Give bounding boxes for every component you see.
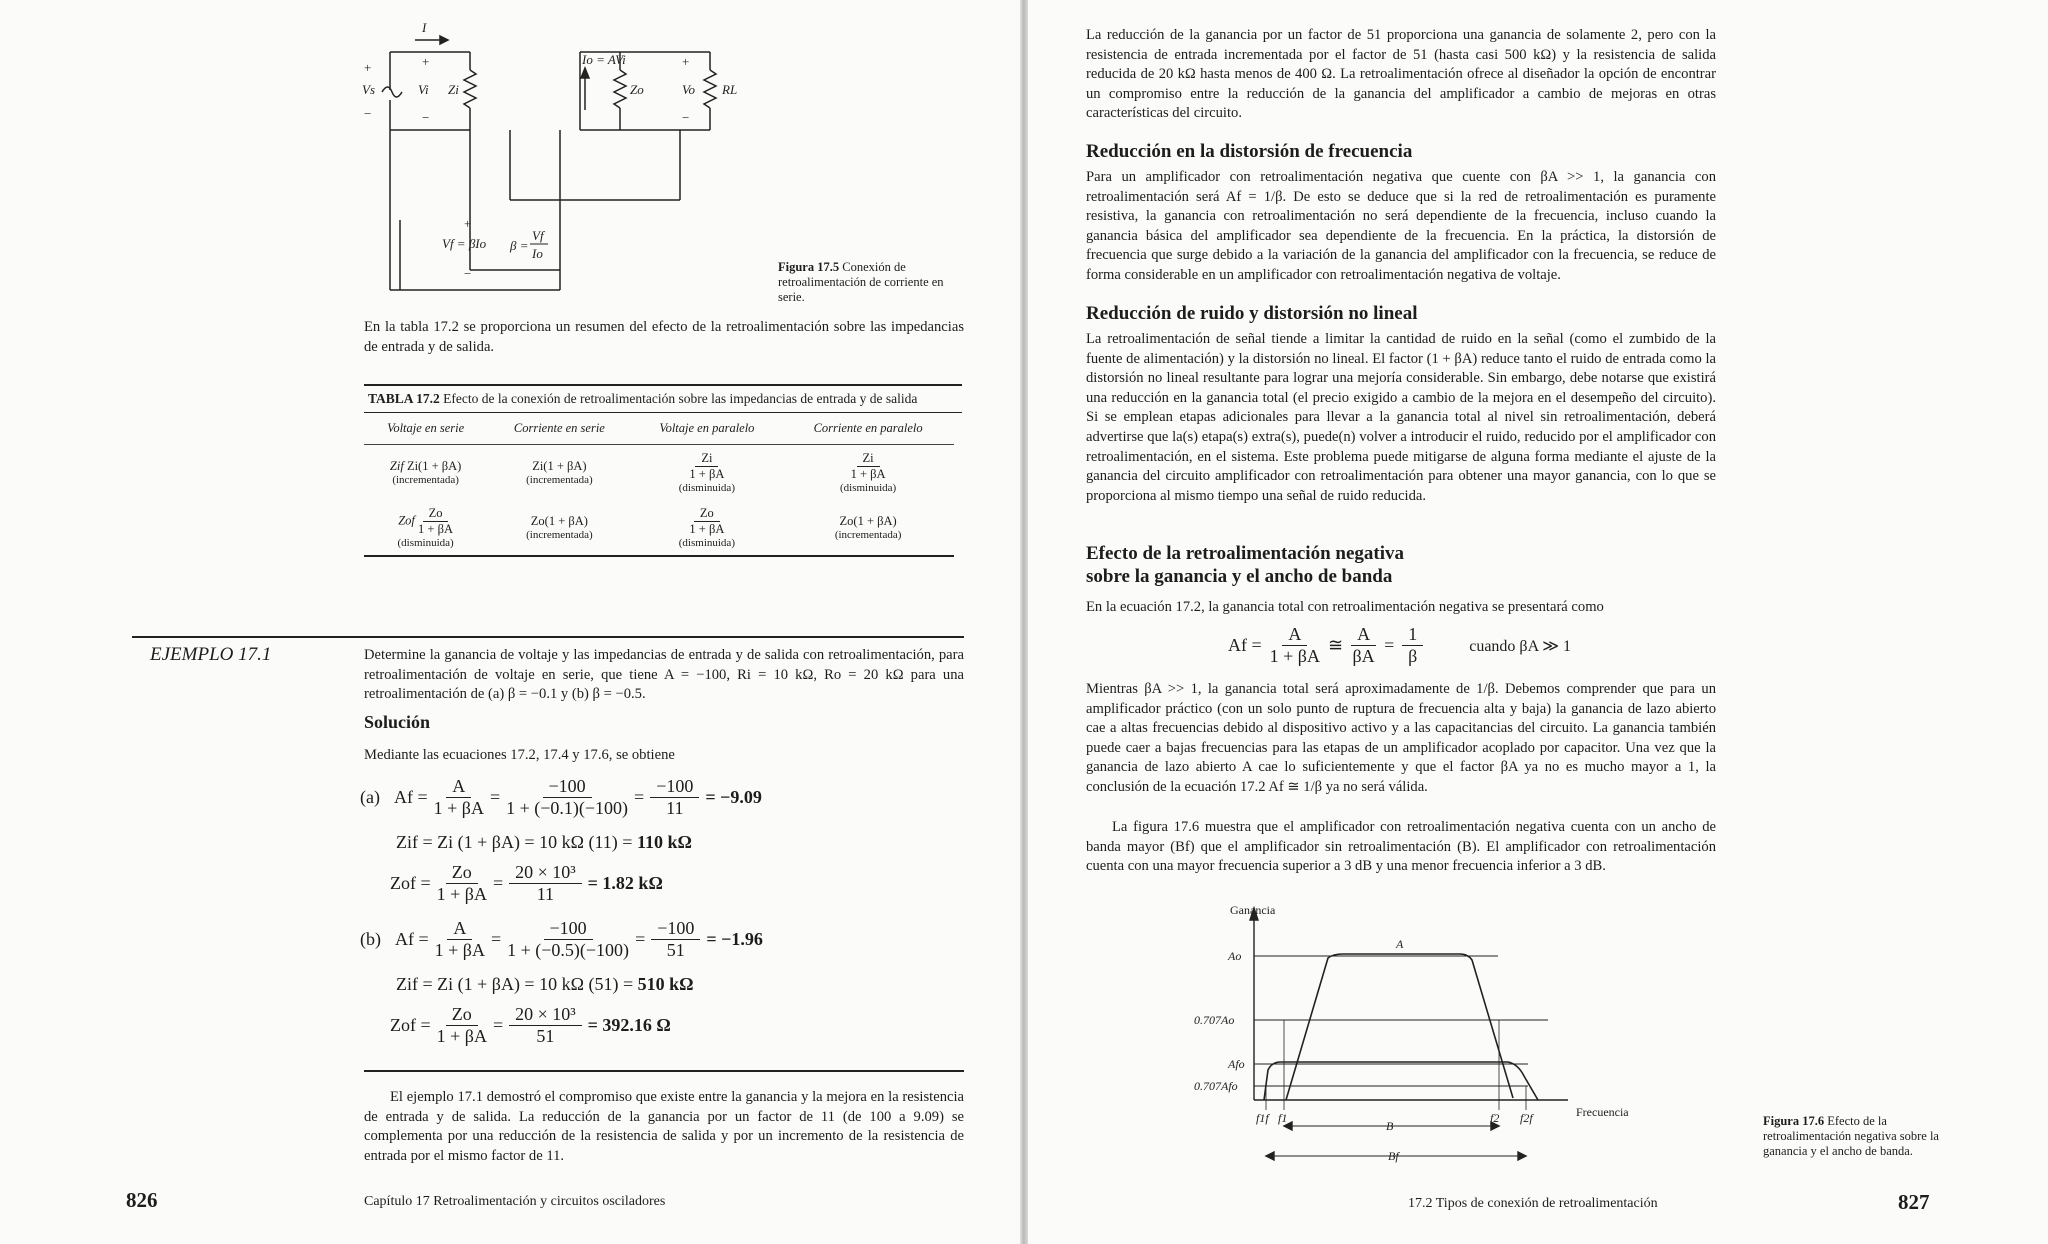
table-cell [632, 500, 783, 556]
equals-sign: = [492, 1015, 504, 1035]
numerator: Zi [857, 451, 880, 467]
numerator: 1 [1402, 624, 1423, 646]
result: 110 kΩ [636, 832, 692, 852]
figure-label: Figura 17.5 [778, 260, 840, 274]
example-statement: Determine la ganancia de voltaje y las impedancias de entrada y de salida con retroalimentación, para retroalimentación de voltaje en serie, que tiene A = −100, Ri = 10 kΩ, Ro = 20 kΩ para una retroalimentación de (a) β = −0.1 y (b) β = −0.5. [364, 647, 964, 703]
y-tick-label: 0.707Afo [1194, 1079, 1238, 1093]
cell-value: Zi(1 + βA) [532, 459, 587, 473]
bandwidth-label: B [1386, 1119, 1394, 1133]
numerator: −100 [651, 918, 700, 940]
column-header: Voltaje en paralelo [632, 413, 783, 445]
table-cell [487, 445, 631, 501]
cell-note: (incrementada) [392, 474, 459, 486]
io-label: Io = AVi [582, 52, 626, 67]
equals-sign: = [1384, 635, 1395, 655]
solution-intro: Mediante las ecuaciones 17.2, 17.4 y 17.6, se obtiene [364, 747, 675, 763]
fraction [1351, 624, 1376, 667]
fraction [506, 776, 628, 819]
section-paragraph: La retroalimentación de señal tiende a limitar la cantidad de ruido en la señal (como el zumbido de la fuente de alimentación) y la distorsión no lineal. El factor (1 + βA) reduce tanto el ruido de entrada como la distorsión no lineal resultante para lograr una mejoría considerable. Sin embargo, debe notarse que existirá una reducción en la ganancia total (el precio exigido a cambio de la mejora en el desempeño del circuito). Si se emplean etapas adicionales para llevar a la ganancia total al nivel sin retroalimentación, deberá advertirse que la(s) etapa(s) extra(s), puede(n) volver a introducir el ruido, reducido por el amplificador con retroalimentación, en el sistema. Este problema puede mitigarse de alguna forma mediante el ajuste de la ganancia del circuito amplificador con retroalimentación para obtener una mayor ganancia, con lo que se proporciona al mismo tiempo una señal de ruido reducida. [1086, 331, 1716, 504]
result: = 1.82 kΩ [587, 873, 663, 893]
gain-equation [1228, 624, 1571, 667]
table-label: TABLA 17.2 [368, 391, 440, 406]
column-header: Voltaje en serie [364, 413, 487, 445]
x-tick-label: f2 [1490, 1111, 1500, 1125]
beta-equation: β = [510, 238, 529, 253]
book-gutter [1020, 0, 1028, 1244]
y-axis-label: Ganancia [1230, 903, 1276, 917]
plus-sign: + [464, 216, 472, 231]
eq-text: Zif = Zi (1 + βA) = 10 kΩ (11) = [396, 832, 637, 852]
example-bottom-rule [364, 1070, 964, 1072]
fraction [509, 1004, 582, 1047]
cell-note: (disminuida) [678, 537, 735, 549]
result: 510 kΩ [637, 974, 694, 994]
cell-note: (incrementada) [526, 474, 593, 486]
eq-lhs: Af = [1228, 635, 1262, 655]
equation-zif-a [396, 832, 692, 853]
table-cell [364, 445, 487, 501]
part-label: (a) [360, 787, 380, 807]
table-cell [487, 500, 631, 556]
heading-line: sobre la ganancia y el ancho de banda [1086, 566, 1393, 587]
fraction [437, 862, 487, 905]
part-label: (b) [360, 929, 381, 949]
numerator: Zo [694, 506, 720, 522]
cell-note: (disminuida) [397, 537, 454, 549]
impedance-table [364, 413, 954, 557]
minus-sign: − [364, 106, 372, 121]
cell-note: (disminuida) [678, 482, 735, 494]
numerator: A [1282, 624, 1307, 646]
zi-label: Zi [448, 82, 459, 97]
row-prefix: Zof [398, 513, 415, 528]
fraction [509, 862, 582, 905]
minus-sign: − [422, 110, 430, 125]
equation-zif-b [396, 974, 694, 995]
right-page [1028, 0, 2048, 1244]
result: = −1.96 [706, 929, 763, 949]
cell-value: Zo(1 + βA) [839, 514, 897, 528]
numerator: Zo [423, 506, 449, 522]
circuit-diagram-17-5 [360, 20, 780, 310]
equals-sign: = [492, 873, 504, 893]
x-tick-label: f1 [1278, 1111, 1288, 1125]
denominator: 1 + βA [850, 467, 886, 481]
denominator: 1 + βA [689, 522, 725, 536]
cell-note: (incrementada) [526, 529, 593, 541]
table-cell [632, 445, 783, 501]
numerator: −100 [544, 918, 593, 940]
fraction [507, 918, 629, 961]
fraction [418, 506, 453, 537]
figure-17-5-caption [778, 260, 958, 305]
fraction [434, 776, 484, 819]
minus-sign: − [464, 266, 472, 281]
eq-lhs: Zof = [390, 1015, 431, 1035]
denominator: 51 [536, 1026, 555, 1046]
rl-label: RL [722, 82, 738, 97]
column-header: Corriente en paralelo [782, 413, 954, 445]
fraction [435, 918, 485, 961]
paragraph: Mientras βA >> 1, la ganancia total será aproximadamente de 1/β. Debemos comprender que para un amplificador práctico (con un solo punto de ruptura de frecuencia alta y baja) la ganancia de lazo abierto cae a altas frecuencias debido al dispositivo activo y a las capacitancias del circuito. La ganancia también puede caer a bajas frecuencias para las etapas de un amplificador acoplado por capacitor. Una vez que la ganancia de lazo abierto A cae lo suficientemente y que el factor βA ya no es mucho mayor a 1, la conclusión de la ecuación 17.2 Af ≅ 1/β ya no será válida. [1086, 681, 1716, 795]
left-page [0, 0, 1020, 1244]
current-label: I [422, 20, 427, 35]
equation-af-a [360, 776, 762, 819]
vo-label: Vo [682, 82, 695, 97]
cell-value: Zo(1 + βA) [530, 514, 588, 528]
section-paragraph: Para un amplificador con retroalimentación negativa que cuente con βA >> 1, la ganancia con retroalimentación será Af = 1/β. De esto se deduce que si la red de retroalimentación es puramente resistiva, la ganancia con retroalimentación no será dependiente de la frecuencia, incluso cuando la ganancia básica del amplificador sea dependiente de la frecuencia. En la práctica, la distorsión de frecuencia que surge debido a la variación de la ganancia del amplificador con la frecuencia, se reduce de forma considerable en un amplificador con retroalimentación negativa de voltaje. [1086, 169, 1716, 283]
eq-text: Zif = Zi (1 + βA) = 10 kΩ (51) = [396, 974, 638, 994]
column-header: Corriente en serie [487, 413, 631, 445]
zo-label: Zo [630, 82, 644, 97]
fraction [689, 451, 724, 482]
table-cell [782, 500, 954, 556]
table-title-text: Efecto de la conexión de retroalimentación sobre las impedancias de entrada y de salida [443, 391, 918, 406]
bandwidth-feedback-label: Bf [1388, 1149, 1399, 1163]
section-heading: Reducción en la distorsión de frecuencia [1086, 141, 1413, 162]
page-number: 827 [1898, 1190, 1930, 1214]
equation-zof-b [390, 1004, 671, 1047]
example-title: EJEMPLO 17.1 [150, 644, 272, 665]
denominator: βA [1352, 646, 1375, 666]
section-heading: Reducción de ruido y distorsión no lineal [1086, 303, 1418, 324]
result: = −9.09 [705, 787, 762, 807]
plus-sign: + [682, 54, 690, 69]
denominator: 11 [666, 798, 684, 818]
equals-sign: = [490, 929, 502, 949]
numerator: −100 [650, 776, 699, 798]
numerator: −100 [543, 776, 592, 798]
figure-label: Figura 17.6 [1763, 1114, 1825, 1128]
row-prefix: Zif [389, 459, 404, 473]
fraction [651, 918, 700, 961]
beta-denominator: Io [532, 246, 543, 261]
intro-paragraph: En la tabla 17.2 se proporciona un resumen del efecto de la retroalimentación sobre las impedancias de entrada y de salida. [364, 319, 964, 355]
equals-sign: = [489, 787, 501, 807]
numerator: A [447, 918, 472, 940]
table-title [364, 384, 962, 413]
table-cell [782, 445, 954, 501]
example-top-rule [132, 636, 964, 638]
equation-condition: cuando βA ≫ 1 [1469, 637, 1571, 655]
vs-label: Vs [362, 82, 375, 97]
numerator: Zi [695, 451, 718, 467]
fraction [1402, 624, 1423, 667]
vi-label: Vi [418, 82, 429, 97]
bandwidth-chart-17-6 [1168, 900, 1728, 1180]
equals-sign: = [635, 929, 646, 949]
denominator: 1 + (−0.1)(−100) [506, 798, 629, 818]
y-tick-label: Ao [1228, 949, 1242, 963]
closing-paragraph: El ejemplo 17.1 demostró el compromiso que existe entre la ganancia y la mejora en la resistencia de entrada y de salida. La reducción de la ganancia por un factor de 11 (de 100 a 9.09) se complementa por una reducción de la resistencia de salida y por un incremento de la resistencia de entrada por el mismo factor de 11. [364, 1089, 964, 1164]
section-heading [1086, 542, 1404, 588]
denominator: β [1408, 646, 1418, 666]
eq-lhs: Af = [393, 787, 428, 807]
eq-lhs: Af = [395, 929, 429, 949]
denominator: 1 + βA [434, 940, 485, 960]
cell-note: (disminuida) [839, 482, 897, 494]
top-paragraph: La reducción de la ganancia por un factor de 51 proporciona una ganancia de solamente 2, pero con la resistencia de entrada incrementada por el factor de 51 (hasta casi 500 kΩ) y la resistencia de salida reducida de 20 kΩ hasta menos de 400 Ω. La retroalimentación ofrece al diseñador la opción de encontrar un compromiso entre la reducción de la ganancia del amplificador a cambio de mejoras en otras características del circuito. [1086, 27, 1716, 122]
equals-sign: = [634, 787, 645, 807]
section-intro: En la ecuación 17.2, la ganancia total con retroalimentación negativa se presentará como [1086, 599, 1604, 615]
numerator: Zo [446, 1004, 478, 1026]
running-footer: Capítulo 17 Retroalimentación y circuitos osciladores [364, 1194, 666, 1209]
numerator: A [446, 776, 471, 798]
beta-numerator: Vf [532, 228, 544, 243]
numerator: 20 × 10³ [509, 1004, 582, 1026]
denominator: 51 [666, 940, 685, 960]
plus-sign: + [422, 54, 430, 69]
curve-label: A [1396, 937, 1404, 951]
solution-title: Solución [364, 712, 431, 732]
denominator: 1 + βA [436, 884, 487, 904]
running-footer: 17.2 Tipos de conexión de retroalimentación [1408, 1196, 1658, 1211]
denominator: 1 + βA [1269, 646, 1320, 666]
x-tick-label: f1f [1256, 1111, 1269, 1125]
page-number: 826 [126, 1188, 158, 1212]
figure-17-6-caption [1763, 1114, 1963, 1159]
paragraph: La figura 17.6 muestra que el amplificador con retroalimentación negativa cuenta con un ancho de banda mayor (Bf) que el amplificador sin retroalimentación (B). El amplificador con retroalimentación cuenta con una mayor frecuencia superior a 3 dB y una menor frecuencia inferior a 3 dB. [1086, 819, 1716, 875]
denominator: 1 + βA [436, 1026, 487, 1046]
equation-af-b [360, 918, 763, 961]
x-axis-label: Frecuencia [1576, 1105, 1629, 1119]
numerator: A [1351, 624, 1376, 646]
eq-lhs: Zof = [390, 873, 431, 893]
table-header-row [364, 413, 954, 445]
fraction [689, 506, 724, 537]
denominator: 1 + (−0.5)(−100) [507, 940, 630, 960]
vf-label: Vf = βIo [442, 236, 487, 251]
caption-text: Efecto de la retroalimentación negativa sobre la ganancia y el ancho de banda. [1763, 1114, 1939, 1158]
table-17-2 [364, 384, 962, 557]
plus-sign: + [364, 60, 372, 75]
fraction [851, 451, 886, 482]
denominator: 1 + βA [433, 798, 484, 818]
heading-line: Efecto de la retroalimentación negativa [1086, 543, 1405, 564]
caption-text: Conexión de retroalimentación de corriente en serie. [778, 260, 944, 304]
fraction [1270, 624, 1320, 667]
fraction [650, 776, 699, 819]
cell-note: (incrementada) [834, 529, 902, 541]
numerator: 20 × 10³ [509, 862, 582, 884]
x-tick-label: f2f [1520, 1111, 1533, 1125]
approx-sign: ≅ [1327, 635, 1344, 655]
table-row [364, 445, 954, 501]
equation-zof-a [390, 862, 663, 905]
denominator: 1 + βA [418, 522, 453, 536]
numerator: Zo [446, 862, 478, 884]
y-tick-label: 0.707Ao [1194, 1013, 1235, 1027]
cell-value: Zi(1 + βA) [406, 459, 462, 473]
table-cell [364, 500, 487, 556]
minus-sign: − [682, 110, 690, 125]
result: = 392.16 Ω [587, 1015, 671, 1035]
fraction [437, 1004, 487, 1047]
denominator: 11 [536, 884, 555, 904]
table-row [364, 500, 954, 556]
y-tick-label: Afo [1228, 1057, 1245, 1071]
denominator: 1 + βA [689, 467, 725, 481]
